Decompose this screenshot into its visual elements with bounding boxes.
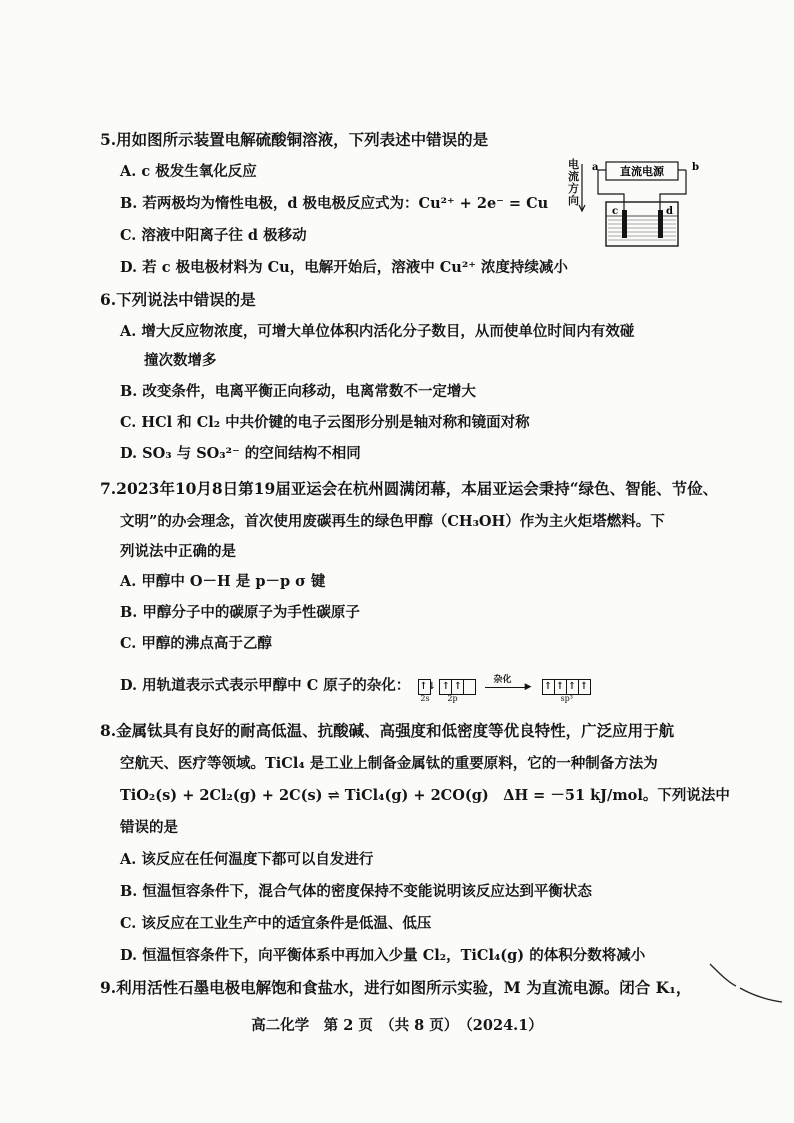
- orbital-sp3-box-2: ↑: [554, 679, 567, 695]
- orbital-2s-label: 2s: [420, 693, 430, 703]
- current-direction-label-1: 电: [568, 158, 579, 171]
- question-8-stem-line-1: 8.金属钛具有良好的耐高低温、抗酸碱、高强度和低密度等优良特性，广泛应用于航: [100, 721, 675, 740]
- orbital-2p-label: 2p: [447, 693, 458, 703]
- orbital-2p-box-3: [463, 679, 476, 695]
- terminal-a-label: a: [592, 162, 599, 173]
- orbital-sp3-label: sp³: [560, 693, 573, 703]
- electrode-d: [658, 210, 663, 238]
- question-9-stem: 9.利用活性石墨电极电解饱和食盐水，进行如图所示实验，M 为直流电源。闭合 K₁，: [100, 978, 692, 997]
- terminal-b-label: b: [692, 162, 699, 173]
- question-6-stem: 6.下列说法中错误的是: [100, 290, 256, 309]
- question-8-option-a: A. 该反应在任何温度下都可以自发进行: [120, 851, 374, 868]
- question-7-option-c: C. 甲醇的沸点高于乙醇: [120, 635, 272, 652]
- question-5-option-d: D. 若 c 极电极材料为 Cu，电解开始后，溶液中 Cu²⁺ 浓度持续减小: [120, 259, 568, 276]
- current-direction-label-2: 流: [568, 170, 579, 183]
- pen-mark: [706, 958, 786, 1008]
- current-direction-label-4: 向: [568, 194, 579, 207]
- current-direction-label-3: 方: [568, 182, 579, 195]
- question-7-stem-line-2: 文明”的办会理念，首次使用废碳再生的绿色甲醇（CH₃OH）作为主火炬塔燃料。下: [120, 513, 665, 530]
- question-8-stem-line-2: 空航天、医疗等领域。TiCl₄ 是工业上制备金属钛的重要原料，它的一种制备方法为: [120, 755, 658, 772]
- electrolysis-diagram: [568, 158, 698, 250]
- question-7-option-d-text: D. 用轨道表示式表示甲醇中 C 原子的杂化：: [120, 677, 411, 694]
- orbital-2s-box: ↑↓: [418, 679, 431, 695]
- question-7-option-a: A. 甲醇中 O－H 是 p－p σ 键: [120, 573, 326, 590]
- question-7-stem-line-1: 7.2023年10月8日第19届亚运会在杭州圆满闭幕，本届亚运会秉持“绿色、智能、节俭、: [100, 479, 719, 498]
- orbital-sp3-box-1: ↑: [542, 679, 555, 695]
- question-5-option-c: C. 溶液中阳离子往 d 极移动: [120, 227, 307, 244]
- orbital-sp3-box-3: ↑: [566, 679, 579, 695]
- question-6-option-a-continued: 撞次数增多: [144, 352, 217, 369]
- question-8-option-d: D. 恒温恒容条件下，向平衡体系中再加入少量 Cl₂，TiCl₄(g) 的体积分数将减小: [120, 947, 646, 964]
- question-7-option-d: [120, 674, 591, 703]
- electrode-d-label: d: [666, 206, 673, 217]
- orbital-sp3-box-4: ↑: [578, 679, 591, 695]
- question-8-option-b: B. 恒温恒容条件下，混合气体的密度保持不变能说明该反应达到平衡状态: [120, 883, 592, 900]
- question-6-option-b: B. 改变条件，电离平衡正向移动，电离常数不一定增大: [120, 383, 476, 400]
- electrode-c-label: c: [612, 206, 619, 217]
- question-5-option-a: A. c 极发生氧化反应: [120, 163, 257, 180]
- question-5-stem: 5.用如图所示装置电解硫酸铜溶液，下列表述中错误的是: [100, 130, 489, 149]
- dc-power-source-label: 直流电源: [620, 165, 664, 178]
- question-8-stem-line-4: 错误的是: [120, 819, 178, 836]
- hybridization-arrow-label: 杂化: [493, 674, 512, 685]
- question-5-option-b: B. 若两极均为惰性电极，d 极电极反应式为：Cu²⁺ + 2e⁻ = Cu: [120, 195, 549, 212]
- question-6-option-c: C. HCl 和 Cl₂ 中共价键的电子云图形分别是轴对称和镜面对称: [120, 414, 530, 431]
- electrode-c: [622, 210, 627, 238]
- question-7-stem-line-3: 列说法中正确的是: [120, 543, 236, 560]
- orbital-diagram-before: [419, 678, 476, 703]
- orbital-2p-box-1: ↑: [439, 679, 452, 695]
- hybridization-arrow: 杂化 ▶: [485, 685, 529, 688]
- question-6-option-d: D. SO₃ 与 SO₃²⁻ 的空间结构不相同: [120, 445, 361, 462]
- page-footer: 高二化学 第 2 页 （共 8 页） （2024.1）: [251, 1017, 543, 1034]
- question-8-option-c: C. 该反应在工业生产中的适宜条件是低温、低压: [120, 915, 432, 932]
- question-7-option-b: B. 甲醇分子中的碳原子为手性碳原子: [120, 604, 360, 621]
- question-6-option-a: A. 增大反应物浓度，可增大单位体积内活化分子数目，从而使单位时间内有效碰: [120, 323, 635, 340]
- orbital-diagram-after: [543, 678, 591, 703]
- orbital-2p-box-2: ↑: [451, 679, 464, 695]
- question-8-stem-line-3: TiO₂(s) + 2Cl₂(g) + 2C(s) ⇌ TiCl₄(g) + 2CO(g) ΔH = －51 kJ/mol。下列说法中: [120, 787, 730, 804]
